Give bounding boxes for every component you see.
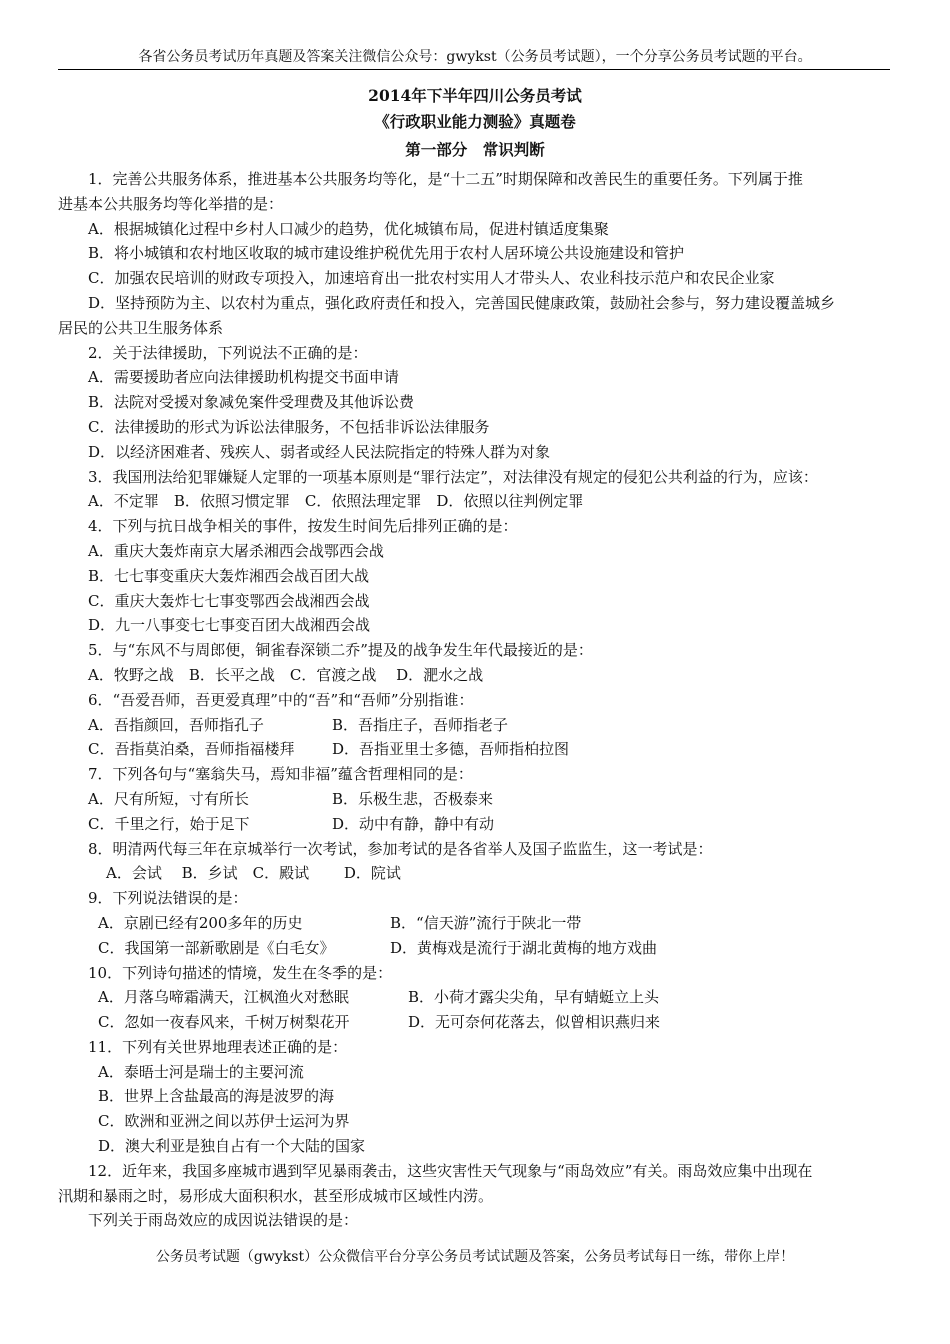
q4-option-a: A．重庆大轰炸南京大屠杀湘西会战鄂西会战 (88, 541, 384, 560)
q7-options-row1 (58, 787, 894, 812)
q1-option-b: B．将小城镇和农村地区收取的城市建设维护税优先用于农村人居环境公共设施建设和管护 (88, 244, 685, 263)
q6-option-d: D．吾指亚里士多德，吾师指柏拉图 (332, 740, 570, 759)
q10-option-c: C．忽如一夜春风来，千树万树梨花开 (98, 1013, 350, 1032)
q9-options-row2 (58, 936, 894, 961)
q11-stem: 11．下列有关世界地理表述正确的是： (88, 1037, 348, 1056)
q9-options-row1 (58, 911, 894, 936)
q7-option-c: C．千里之行，始于足下 (88, 814, 250, 833)
q11-option-a: A．泰晤士河是瑞士的主要河流 (98, 1062, 304, 1081)
q10-options-row1 (58, 985, 894, 1010)
q7-options-row2 (58, 812, 894, 837)
q8-stem: 8．明清两代每三年在京城举行一次考试，参加考试的是各省举人及国子监监生，这一考试是： (88, 839, 713, 858)
q2-stem: 2．关于法律援助，下列说法不正确的是： (88, 343, 368, 362)
q12-stem: 12．近年来，我国多座城市遇到罕见暴雨袭击，这些灾害性天气现象与“雨岛效应”有关。雨岛效应集中出现在 (88, 1161, 813, 1180)
q2-option-c: C．法律援助的形式为诉讼法律服务，不包括非诉讼法律服务 (88, 417, 490, 436)
q6-options-row1 (58, 713, 894, 738)
page-footer: 公务员考试题（gwykst）公众微信平台分享公务员考试试题及答案，公务员考试每日一练，带你上岸！ (155, 1249, 795, 1265)
section-heading: 第一部分 常识判断 (405, 140, 545, 159)
q6-option-a: A．吾指颜回，吾师指孔子 (88, 715, 264, 734)
q9-option-d: D．黄梅戏是流行于湖北黄梅的地方戏曲 (390, 938, 658, 957)
q10-options-row2 (58, 1010, 894, 1035)
q1-stem: 1．完善公共服务体系，推进基本公共服务均等化，是“十二五”时期保障和改善民生的重要任务。下列属于推 (88, 170, 803, 188)
q1-option-d-cont: 居民的公共卫生服务体系 (58, 318, 224, 337)
q9-option-a: A．京剧已经有200多年的历史 (98, 913, 303, 932)
q3-options: A．不定罪 B．依照习惯定罪 C．依照法理定罪 D．依照以往判例定罪 (88, 492, 584, 511)
q6-option-b: B．吾指庄子，吾师指老子 (332, 715, 509, 734)
q2-option-d: D．以经济困难者、残疾人、弱者或经人民法院指定的特殊人群为对象 (88, 442, 551, 461)
q10-option-b: B．小荷才露尖尖角，早有蜻蜓立上头 (408, 988, 660, 1007)
exam-title: 2014年下半年四川公务员考试 (368, 86, 582, 105)
page-header: 各省公务员考试历年真题及答案关注微信公众号：gwykst（公务员考试题），一个分享公务员考试题的平台。 (138, 49, 812, 65)
q4-option-d: D．九一八事变七七事变百团大战湘西会战 (88, 616, 371, 635)
q10-option-d: D．无可奈何花落去，似曾相识燕归来 (408, 1013, 661, 1032)
q9-option-c: C．我国第一部新歌剧是《白毛女》 (98, 938, 335, 957)
q1-option-c: C．加强农民培训的财政专项投入，加速培育出一批农村实用人才带头人、农业科技示范户和农民企业家 (88, 269, 775, 288)
q1-option-d: D．坚持预防为主、以农村为重点，强化政府责任和投入，完善国民健康政策，鼓励社会参与，努力建设覆盖城乡 (88, 293, 836, 312)
q6-options-row2 (58, 737, 894, 762)
q4-option-c: C．重庆大轰炸七七事变鄂西会战湘西会战 (88, 591, 370, 610)
exam-subtitle: 《行政职业能力测验》真题卷 (374, 112, 576, 131)
q7-option-a: A．尺有所短，寸有所长 (88, 789, 249, 808)
q12-question: 下列关于雨岛效应的成因说法错误的是： (88, 1211, 359, 1230)
q6-stem: 6．“吾爱吾师，吾更爱真理”中的“吾”和“吾师”分别指谁： (88, 690, 474, 709)
q12-stem-cont: 汛期和暴雨之时，易形成大面积积水，甚至形成城市区域性内涝。 (58, 1186, 494, 1205)
q7-stem: 7．下列各句与“塞翁失马，焉知非福”蕴含哲理相同的是： (88, 765, 473, 784)
q1-stem-cont: 进基本公共服务均等化举措的是： (58, 194, 284, 213)
q2-option-a: A．需要援助者应向法律援助机构提交书面申请 (88, 368, 399, 387)
header-rule (58, 69, 890, 70)
q10-stem: 10．下列诗句描述的情境，发生在冬季的是： (88, 963, 393, 982)
q8-options: A．会试 B．乡试 C．殿试 D．院试 (106, 864, 401, 883)
q4-option-b: B．七七事变重庆大轰炸湘西会战百团大战 (88, 566, 370, 585)
q11-option-c: C．欧洲和亚洲之间以苏伊士运河为界 (98, 1112, 350, 1131)
q11-option-d: D．澳大利亚是独自占有一个大陆的国家 (98, 1137, 366, 1156)
q3-stem: 3．我国刑法给犯罪嫌疑人定罪的一项基本原则是“罪行法定”，对法律没有规定的侵犯公共利益的行为，应该： (88, 467, 818, 486)
q9-option-b: B．“信天游”流行于陕北一带 (390, 913, 582, 932)
q1-option-a: A．根据城镇化过程中乡村人口减少的趋势，优化城镇布局，促进村镇适度集聚 (88, 219, 609, 238)
q7-option-d: D．动中有静，静中有动 (332, 814, 495, 833)
q5-options: A．牧野之战 B．长平之战 C．官渡之战 D．淝水之战 (88, 665, 484, 684)
q10-option-a: A．月落乌啼霜满天，江枫渔火对愁眠 (98, 988, 349, 1007)
q9-stem: 9．下列说法错误的是： (88, 889, 248, 908)
q5-stem: 5．与“东风不与周郎便，铜雀春深锁二乔”提及的战争发生年代最接近的是： (88, 641, 593, 660)
q11-option-b: B．世界上含盐最高的海是波罗的海 (98, 1087, 335, 1106)
q2-option-b: B．法院对受援对象减免案件受理费及其他诉讼费 (88, 393, 415, 412)
q6-option-c: C．吾指莫泊桑，吾师指福楼拜 (88, 740, 295, 759)
question-body (58, 167, 894, 1233)
q7-option-b: B．乐极生悲，否极泰来 (332, 789, 494, 808)
q4-stem: 4．下列与抗日战争相关的事件，按发生时间先后排列正确的是： (88, 517, 518, 536)
